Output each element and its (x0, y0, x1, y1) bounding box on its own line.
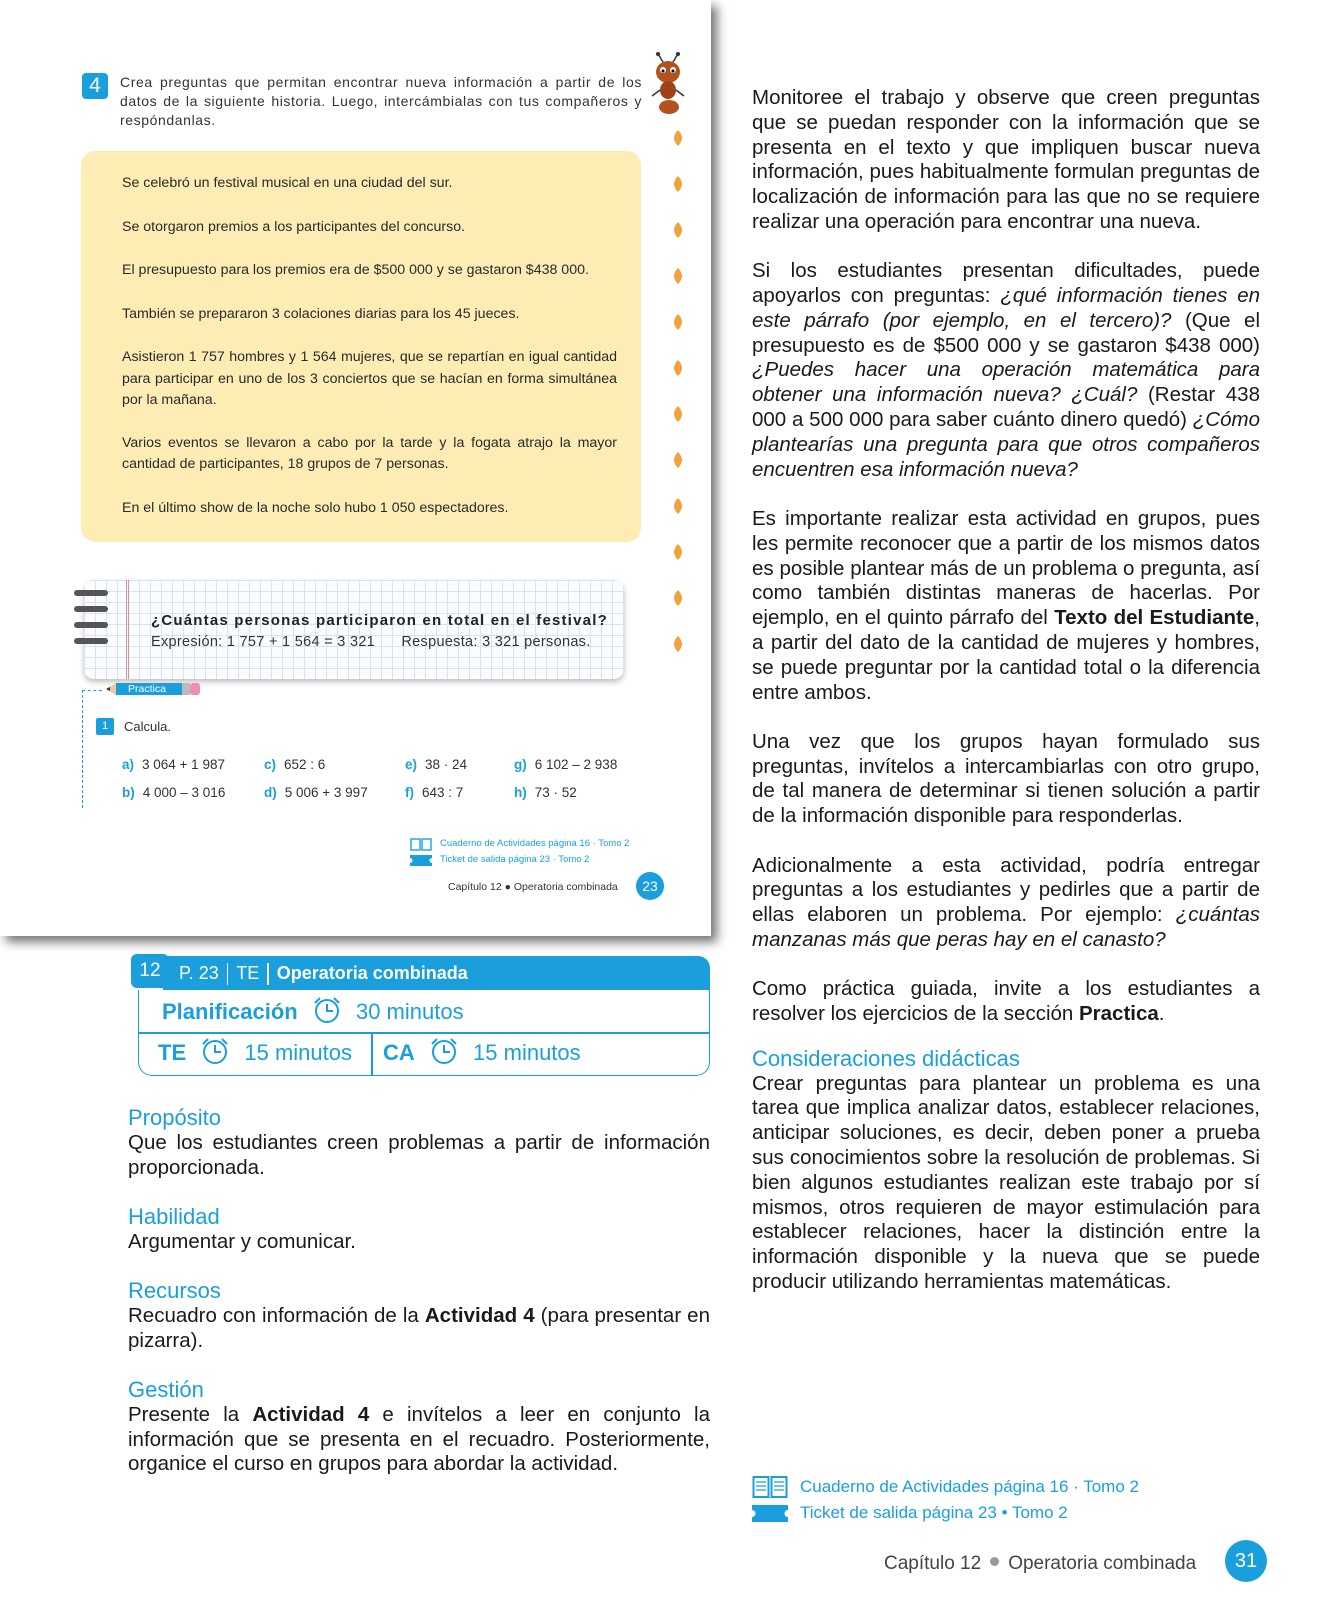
example-answer-line (151, 634, 613, 650)
workbook-reference: Cuaderno de Actividades página 16 · Tomo 2 (752, 1474, 1139, 1500)
ca-time-row: CA 15 minutos (383, 1037, 581, 1066)
paragraph-practice: Como práctica guiada, invite a los estudiantes a resolver los ejercicios de la sección Practica. (752, 977, 1260, 1025)
te-time-row: TE 15 minutos (158, 1037, 352, 1066)
resources-heading: Recursos (128, 1278, 221, 1303)
book-icon (752, 1475, 788, 1499)
workbook-reference: Cuaderno de Actividades página 16 · Tomo 2 (410, 836, 629, 852)
alarm-clock-icon (429, 1037, 459, 1065)
purpose-text: Que los estudiantes creen problemas a partir de información proporcionada. (128, 1131, 710, 1179)
exercise-item: h) 73 · 52 (514, 785, 577, 800)
bullet-icon (990, 1557, 999, 1566)
management-text: Presente la Actividad 4 e invítelos a leer en conjunto la información que se presenta en el recuadro. Posteriormente, organice el curso en grupos para abordar la actividad. (128, 1403, 710, 1475)
exercise-item: d) 5 006 + 3 997 (264, 785, 368, 800)
story-paragraph: Se celebró un festival musical en una ciudad del sur. (122, 175, 453, 191)
notebook-margin-line (126, 580, 129, 679)
story-paragraph: En el último show de la noche solo hubo 1 050 espectadores. (122, 499, 509, 516)
book-icon (410, 838, 432, 851)
page-footer: Capítulo 12 Operatoria combinada (884, 1553, 1197, 1574)
exercise-number: 1 (96, 718, 114, 735)
student-page-references (410, 836, 629, 868)
te-label: TE (236, 963, 260, 983)
exercise-item: b) 4 000 – 3 016 (122, 785, 226, 800)
practice-label: Practica (128, 683, 166, 695)
chapter-badge: 12 (131, 954, 169, 988)
example-answer: Respuesta: 3 321 personas. (401, 634, 591, 650)
story-paragraph: El presupuesto para los premios era de $500 000 y se gastaron $438 000. (122, 262, 589, 278)
alarm-clock-icon (200, 1037, 230, 1065)
guide-references (752, 1474, 1139, 1526)
didactic-text: Crear preguntas para plantear un problema es una tarea que implica analizar datos, establecer relaciones, anticipar soluciones, es decir, deben poner a prueba sus conocimientos sobre la resolución de problemas. Si bien algunos estudiantes realizan este trabajo por sí mismos, otros requieren de mayor estimulación para establecer relaciones, hacer la distinción entre la información disponible y la nueva que se puede producir utilizando herramientas matemáticas. (752, 1071, 1260, 1293)
notebook-ring (74, 606, 108, 612)
resources-text: Recuadro con información de la Actividad 4 (para presentar en pizarra). (128, 1304, 710, 1352)
alarm-clock-icon (312, 996, 342, 1024)
story-paragraph: Varios eventos se llevaron a cabo por la tarde y la fogata atrajo la mayor cantidad de participantes, 18 grupos de 7 personas. (122, 434, 617, 472)
exercise-item: a) 3 064 + 1 987 (122, 757, 225, 772)
student-page-number: 23 (636, 872, 664, 900)
exercise-item: e) 38 · 24 (405, 757, 468, 772)
story-box (81, 151, 641, 542)
student-page-footer: Capítulo 12 ● Operatoria combinada (448, 881, 618, 893)
paragraph-groups: Es importante realizar esta actividad en grupos, pues les permite reconocer que a partir de los mismos datos es posible plantear más de un problema o pregunta, así como también distintas maneras de hacerlas. Por ejemplo, en el quinto párrafo del Texto del Estudiante, a partir del dato de la cantidad de mujeres y hombres, se puede preguntar por la cantidad total o la diferencia entre ambos. (752, 506, 1260, 704)
student-page-thumbnail (0, 0, 711, 936)
story-paragraph: Se otorgaron premios a los participantes del concurso. (122, 218, 466, 235)
example-expression: Expresión: 1 757 + 1 564 = 3 321 (151, 634, 376, 650)
ticket-reference: Ticket de salida página 23 · Tomo 2 (410, 852, 629, 868)
ticket-icon (410, 855, 432, 866)
lesson-header (163, 956, 710, 990)
practice-bracket (82, 690, 83, 808)
story-paragraph: Asistieron 1 757 hombres y 1 564 mujeres, que se repartían en igual cantidad para participar en uno de los 3 conciertos que se hacían en forma simultánea por la mañana. (122, 349, 617, 408)
purpose-heading: Propósito (128, 1105, 221, 1130)
exercise-item: f) 643 : 7 (405, 785, 464, 800)
ticket-reference: Ticket de salida página 23 • Tomo 2 (752, 1500, 1139, 1526)
didactic-heading: Consideraciones didácticas (752, 1045, 1020, 1071)
paragraph-additional: Adicionalmente a esta actividad, podría entregar preguntas a los estudiantes y pedirles que a partir de ellas elaboren un problema. Por ejemplo: ¿cuántas manzanas más que peras hay en el canasto? (752, 853, 1260, 951)
page-ref: P. 23 (179, 963, 219, 983)
exercise-item: g) 6 102 – 2 938 (514, 757, 618, 772)
lesson-title: Operatoria combinada (276, 963, 468, 983)
planning-divider (371, 1032, 373, 1076)
notebook-ring (74, 590, 108, 596)
notebook-example (84, 580, 624, 679)
paragraph-difficulties: Si los estudiantes presentan dificultades, puede apoyarlos con preguntas: ¿qué información tienes en este párrafo (por ejemplo, en el tercero)? (Que el presupuesto es de $500 000 y se gastaron $438 000) ¿Puedes hacer una operación matemática para obtener una información nueva? ¿Cuál? (Restar 438 000 a 500 000 para saber cuánto dinero quedó) ¿Cómo plantearías una pregunta para que otros compañeros encuentren esa información nueva? (752, 259, 1261, 481)
leaves-decoration-icon (668, 130, 688, 670)
skill-heading: Habilidad (128, 1204, 220, 1229)
activity-instructions: Crea preguntas que permitan encontrar nueva información a partir de los datos de la siguiente historia. Luego, intercámbialas con tus compañeros y respóndanlas. (120, 74, 642, 128)
planning-time: 30 minutos (355, 999, 464, 1024)
exercise-instruction: Calcula. (124, 719, 171, 734)
example-question: ¿Cuántas personas participaron en total en el festival? (151, 612, 608, 629)
activity-number: 4 (82, 73, 108, 99)
exercise-item: c) 652 : 6 (264, 757, 326, 772)
notebook-ring (74, 622, 108, 628)
management-heading: Gestión (128, 1377, 204, 1402)
planning-divider (139, 1032, 709, 1034)
notebook-ring (74, 638, 108, 644)
planning-label: Planificación (162, 999, 298, 1024)
paragraph-exchange: Una vez que los grupos hayan formulado sus preguntas, invítelos a intercambiarlas con otro grupo, de tal manera de determinar si tienen solución a partir de la información disponible para responderlas. (752, 729, 1260, 828)
skill-text: Argumentar y comunicar. (128, 1230, 356, 1253)
ant-mascot-icon (648, 52, 688, 116)
right-column (752, 86, 1260, 1319)
story-paragraph: También se prepararon 3 colaciones diarias para los 45 jueces. (122, 305, 520, 322)
practice-bracket (82, 690, 102, 691)
ticket-icon (752, 1505, 788, 1522)
paragraph-monitor: Monitoree el trabajo y observe que creen preguntas que se puedan responder con la información que se presenta en el texto y que impliquen buscar nueva información, pues habitualmente formulan preguntas de localización de información para las que no se requiere realizar una operación para encontrar una nueva. (752, 86, 1260, 233)
planning-total (162, 996, 464, 1025)
page-number: 31 (1225, 1540, 1267, 1582)
